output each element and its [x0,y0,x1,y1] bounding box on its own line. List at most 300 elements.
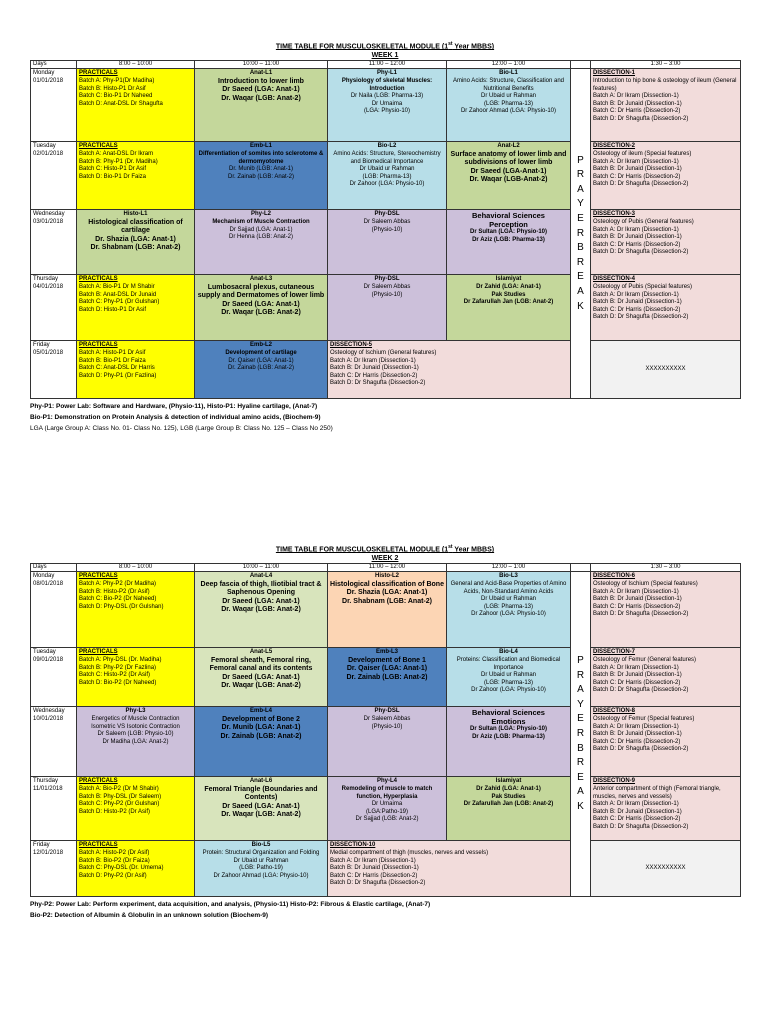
session-topic: Osteology of ileum (Special features) [593,150,692,157]
lecture-detail: Dr Saleem Abbas [363,283,411,290]
lecture-topic: Femoral sheath, Femoral ring, Femoral canal and its contents [209,656,313,673]
session-topic: Osteology of Femur (Special features) [593,715,695,722]
batch-line: Batch A: Dr Ikram (Dissection-1) [330,357,416,364]
day-date: 08/01/2018 [33,580,64,587]
slot-1.30-3 [591,69,741,142]
batch-line: Batch D: Phy-P2 (Dr Asif) [79,872,147,879]
lecture-code: Phy-DSL [374,211,400,218]
batch-line: Batch A: Dr Ikram (Dissection-1) [593,93,679,100]
batch-line: Batch C: Dr Harris (Dissection-2) [593,306,681,313]
day-cell [31,341,77,399]
lecture-topic: Mechanism of Muscle Contraction [212,218,310,225]
batch-line: Batch C: Phy-DSL (Dr. Umema) [79,865,164,872]
lecture-detail: Dr Sajjad (LGA: Anat-1) [229,226,293,233]
lecture-detail: Dr Zahoor Ahmad (LGA: Physio-10) [213,872,309,879]
batch-line: Batch C: Bio-P1 Dr Naheed [79,93,153,100]
slot-8-10 [77,841,195,897]
batch-line: Batch D: Dr Shagufta (Dissection-2) [593,611,689,618]
batch-line: Batch D: Dr Shagufta (Dissection-2) [593,181,689,188]
lecture-topic: Deep fascia of thigh, Iliotibial tract & Saphenous Opening [200,580,322,597]
slot-10-11 [195,707,328,777]
batch-line: Batch D: Anat-DSL Dr Shagufta [79,100,163,107]
batch-line: Batch A: Dr Ikram (Dissection-1) [593,291,679,298]
lecture-topic: Remodeling of muscle to match function, Hyperplasia [341,785,433,800]
lecture-topic: Development of Bone 1 [348,656,426,664]
batch-line: Batch A: Dr Ikram (Dissection-1) [593,226,679,233]
lecture-code: Anat-L6 [249,778,273,785]
day-cell [31,69,77,142]
lecture-code: Behavioral Sciences [472,211,545,221]
timetable [30,60,741,399]
day-cell [31,275,77,341]
lecture-detail: Dr Ubaid ur Rahman [480,672,537,679]
session-topic: Osteology of Pubis (Special features) [593,283,693,290]
header-slot: 1:30 – 3:00 [591,564,741,572]
title-text: TIME TABLE FOR MUSCULOSKELETAL MODULE (1 [275,43,449,51]
lecture-detail: Proteins: Classification and Biomedical Importance [456,656,561,671]
lecture-detail: Dr Sultan (LGA: Physio-10) [469,726,547,733]
batch-line: Batch C: Anat-DSL Dr Harris [79,365,155,372]
lecture-detail: Dr. Munib (LGA: Anat-1) [221,724,301,732]
timetable-title [30,40,740,51]
lecture-topic: Differentiation of somites into sclerotome & dermomyotome [198,150,324,165]
day-name: Wednesday [33,211,65,218]
batch-line: Batch C: Dr Harris (Dissection-2) [593,173,681,180]
footnote: Bio-P2: Detection of Albumin & Globulin in an unknown solution (Biochem-9) [30,912,269,920]
lecture-detail: Dr Saeed (LGA: Anat-1) [222,597,300,605]
lecture-detail: Dr Madiha (LGA: Anat-2) [102,738,169,745]
session-heading: DISSECTION-5 [330,342,373,349]
timetable [30,563,741,897]
day-name: Monday [33,573,55,580]
session-heading: PRACTICALS [79,143,118,150]
lecture-code: Islamiyat [495,276,522,283]
day-name: Friday [33,342,50,349]
lecture-topic: Development of cartilage [225,349,297,356]
day-name: Tuesday [33,143,56,150]
lecture-detail: Dr Naila (LGB: Pharma-13) [350,93,424,100]
lecture-code: Bio-L5 [251,842,271,849]
slot-11-12 [328,142,447,210]
lecture-detail: Dr Sultan (LGA: Physio-10) [469,229,547,236]
batch-line: Batch B: Phy-P2 (Dr Fazlina) [79,664,157,671]
batch-line: Batch D: Histo-P1 Dr Asif [79,306,147,313]
header-slot: 12:00 – 1:00 [447,61,571,69]
slot-11-1-dissection [328,341,571,399]
batch-line: Batch A: Phy-DSL (Dr. Madiha) [79,656,162,663]
day-cell [31,777,77,841]
slot-1.30-3 [591,648,741,707]
day-cell [31,648,77,707]
lecture-code: Phy-DSL [374,276,400,283]
lecture-detail: Dr. Waqar (LGB: Anat-2) [221,606,301,614]
slot-10-11 [195,841,328,897]
lecture-topic: Lumbosacral plexus, cutaneous supply and Dermatomes of lower limb [197,283,325,300]
batch-line: Batch A: Dr Ikram (Dissection-1) [593,801,679,808]
lecture-detail: Dr Ubaid ur Rahman [480,93,537,100]
batch-line: Batch D: Histo-P2 (Dr Asif) [79,808,151,815]
lecture-code: Bio-L2 [377,143,397,150]
batch-line: Batch D: Bio-P1 Dr Faiza [79,173,147,180]
slot-10-11 [195,69,328,142]
batch-line: Batch D: Phy-DSL (Dr Gulshan) [79,603,164,610]
batch-line: Batch B: Dr Junaid (Dissection-1) [330,865,419,872]
day-row [31,777,741,841]
slot-12-1 [447,210,571,275]
batch-line: Batch C: Dr Harris (Dissection-2) [593,603,681,610]
batch-line: Batch C: Dr Harris (Dissection-2) [330,372,418,379]
lecture-detail: Dr Saeed (LGA-Anat-1) [470,167,547,175]
day-date: 11/01/2018 [33,785,63,792]
lecture-detail: Dr Zahoor Ahmad (LGA: Physio-10) [460,108,557,115]
lecture-detail: Pak Studies [491,793,526,800]
day-row [31,841,741,897]
day-name: Monday [33,70,55,77]
prayer-break: P R A Y E R B R E A K [571,69,591,399]
slot-11-12 [328,777,447,841]
lecture-detail: Dr. Waqar (LGB: Anat-2) [221,94,301,102]
day-row [31,69,741,142]
lecture-detail: Dr. Waqar (LGB: Anat-2) [221,309,301,317]
lecture-code: Emb-L2 [249,342,272,349]
lecture-detail: (Physio-10) [371,291,403,298]
footnote: Bio-P1: Demonstration on Protein Analysis & detection of individual amino acids, (Biochem-9) [30,414,321,422]
batch-line: Batch A: Histo-P1 Dr Asif [79,349,146,356]
slot-8-10 [77,777,195,841]
lecture-detail: Amino Acids: Structure, Stereochemistry and Biomedical Importance [333,150,441,165]
title-text: TIME TABLE FOR MUSCULOSKELETAL MODULE (1 [275,546,449,554]
session-heading: PRACTICALS [79,842,118,849]
slot-8-10 [77,648,195,707]
session-heading: DISSECTION-4 [593,276,636,283]
batch-line: Batch D: Dr Shagufta (Dissection-2) [330,380,426,387]
week-2-section [30,543,740,921]
placeholder-text: XXXXXXXXXX [645,865,686,872]
week-label: WEEK 1 [371,52,399,60]
lecture-code: Histo-L2 [375,573,399,580]
slot-11-12 [328,707,447,777]
lecture-detail: Energetics of Muscle Contraction [91,715,180,722]
lecture-detail: Dr Zahid (LGA: Anat-1) [476,283,541,290]
lecture-topic: Emotions [491,717,526,727]
slot-1.30-3 [591,210,741,275]
slot-8-10 [77,572,195,648]
lecture-detail: Amino Acids: Structure, Classification and Nutritional Benefits [452,77,565,92]
batch-line: Batch B: Histo-P1 Dr Asif [79,85,146,92]
header-days: Days [31,61,77,69]
slot-11-12 [328,572,447,648]
day-cell [31,210,77,275]
lecture-code: Phy-L1 [376,70,397,77]
day-date: 10/01/2018 [33,715,64,722]
slot-10-11 [195,572,328,648]
lecture-detail: (LGB: Pharma-13) [483,100,534,107]
lecture-code: Bio-L4 [499,649,518,656]
session-heading: PRACTICALS [79,276,118,283]
lecture-detail: (Physio-10) [371,723,403,730]
batch-line: Batch C: Dr Harris (Dissection-2) [593,816,681,823]
batch-line: Batch C: Dr Harris (Dissection-2) [593,241,681,248]
lecture-code: Phy-DSL [374,708,400,715]
day-row [31,572,741,648]
lecture-code: Histo-L1 [123,211,148,218]
lecture-topic: Perception [489,220,528,230]
lecture-topic: Surface anatomy of lower limb and subdivisions of lower limb [450,150,567,167]
batch-line: Batch B: Dr Junaid (Dissection-1) [593,100,682,107]
lecture-code: Islamiyat [495,778,522,785]
timetable-title [30,543,740,554]
session-heading: DISSECTION-8 [593,708,636,715]
day-row [31,707,741,777]
slot-12-1 [447,275,571,341]
batch-line: Batch C: Histo-P1 Dr Asif [79,166,147,173]
session-heading: PRACTICALS [79,70,118,77]
lecture-topic: Femoral Triangle (Boundaries and Contents) [204,785,318,802]
day-date: 12/01/2018 [33,849,64,856]
lecture-detail: Dr Umaima [371,100,403,107]
title-sup: st [448,41,453,47]
batch-line: Batch A: Dr Ikram (Dissection-1) [593,158,679,165]
lecture-code: Anat-L2 [497,143,520,150]
lecture-detail: Dr Zahoor (LGA: Physio-10) [471,611,546,618]
day-date: 04/01/2018 [33,283,64,290]
slot-11-12 [328,69,447,142]
header-row [31,61,741,69]
slot-11-12 [328,210,447,275]
day-row [31,142,741,210]
lecture-detail: Dr. Waqar (LGB: Anat-2) [221,682,301,690]
session-heading: PRACTICALS [79,573,118,580]
lecture-detail: Dr Zahoor (LGA: Physio-10) [471,687,546,694]
batch-line: Batch D: Dr Shagufta (Dissection-2) [330,880,426,887]
lecture-detail: Dr Zahid (LGA: Anat-1) [476,785,541,792]
lecture-code: Bio-L1 [499,70,518,77]
lecture-detail: Dr Saeed (LGA: Anat-1) [222,802,300,810]
lecture-detail: (LGB: Patho-19) [239,865,283,872]
slot-11-1-dissection [328,841,571,897]
lecture-detail: Dr. Waqar (LGB: Anat-2) [221,811,301,819]
header-break [571,61,591,69]
batch-line: Batch B: Phy-P1 (Dr. Madiha) [79,158,158,165]
batch-line: Batch C: Dr Harris (Dissection-2) [593,738,681,745]
session-topic: Medial compartment of thigh (muscles, nerves and vessels) [330,849,489,856]
batch-line: Batch C: Dr Harris (Dissection-2) [593,679,681,686]
lecture-detail: Pak Studies [491,291,526,298]
session-topic: Anterior compartment of thigh (Femoral triangle, muscles, nerves and vessels) [593,785,721,800]
batch-line: Batch C: Histo-P2 (Dr Asif) [79,672,151,679]
slot-12-1 [447,69,571,142]
batch-line: Batch A: Dr Ikram (Dissection-1) [593,664,679,671]
lecture-detail: Dr Saleem Abbas [363,218,411,225]
batch-line: Batch C: Phy-P2 (Dr Gulshan) [79,801,160,808]
batch-line: Batch C: Phy-P1 (Dr Gulshan) [79,299,160,306]
batch-line: Batch C: Dr Harris (Dissection-2) [330,872,418,879]
slot-10-11 [195,142,328,210]
title-text-end: Year MBBS) [452,546,495,554]
lecture-code: Phy-L3 [125,708,146,715]
session-heading: DISSECTION-1 [593,70,636,77]
slot-8-10 [77,341,195,399]
lecture-detail: Dr Ubaid ur Rahman [480,596,537,603]
lecture-detail: Dr Saeed (LGA: Anat-1) [222,300,300,308]
title-text-end: Year MBBS) [452,43,495,51]
header-slot: 8:00 – 10:00 [77,564,195,572]
lecture-detail: Dr Sajjad (LGB: Anat-2) [355,816,419,823]
day-name: Wednesday [33,708,65,715]
lecture-detail: Protein: Structural Organization and Folding [202,849,320,856]
batch-line: Batch A: Dr Ikram (Dissection-1) [593,588,679,595]
footnote: Phy-P2: Power Lab: Perform experiment, data acquisition, and analysis, (Physio-11) Histo-P2: Fibrous & Elastic cartilage, (Anat-7) [30,901,431,909]
lecture-code: Anat-L5 [249,649,273,656]
lecture-code: Bio-L3 [499,573,518,580]
session-heading: DISSECTION-6 [593,573,636,580]
day-row [31,648,741,707]
batch-line: Batch A: Phy-P2 (Dr Madiha) [79,580,157,587]
lecture-detail: Dr Saleem (LGB: Physio-10) [97,731,174,738]
batch-line: Batch B: Anat-DSL Dr Junaid [79,291,157,298]
day-date: 02/01/2018 [33,150,64,157]
lecture-detail: (LGB: Pharma-13) [483,603,534,610]
session-heading: DISSECTION-7 [593,649,636,656]
batch-line: Batch D: Dr Shagufta (Dissection-2) [593,314,689,321]
lecture-detail: Dr Ubaid ur Rahman [233,857,289,864]
batch-line: Batch A: Anat-DSL Dr Ikram [79,150,154,157]
week-label: WEEK 2 [371,555,399,563]
header-slot: 11:00 – 12:00 [328,564,447,572]
header-slot: 1:30 – 3:00 [591,61,741,69]
lecture-topic: Histological classification of Bone [330,580,444,588]
header-slot: 12:00 – 1:00 [447,564,571,572]
session-heading: DISSECTION-3 [593,211,636,218]
slot-8-10 [77,69,195,142]
batch-line: Batch B: Dr Junaid (Dissection-1) [593,596,682,603]
day-cell [31,572,77,648]
slot-10-11 [195,210,328,275]
lecture-detail: Dr. Zainab (LGB: Anat-2) [227,173,295,180]
slot-10-11 [195,341,328,399]
lecture-code: Phy-L4 [376,778,397,785]
batch-line: Batch D: Dr Shagufta (Dissection-2) [593,687,689,694]
lecture-code: Emb-L4 [249,708,272,715]
batch-line: Batch C: Dr Harris (Dissection-2) [593,108,681,115]
slot-11-12 [328,648,447,707]
batch-line: Batch B: Bio-P2 (Dr Faiza) [79,857,150,864]
lecture-detail: Dr Aziz (LGB: Pharma-13) [472,236,545,243]
lecture-detail: Dr Zafarullah Jan (LGB: Anat-2) [463,801,554,808]
lecture-detail: Dr Aziz (LGB: Pharma-13) [472,733,545,740]
session-topic: Osteology of Ischium (General features) [330,349,437,356]
lecture-detail: Dr. Shazia (LGA: Anat-1) [346,589,428,597]
slot-10-11 [195,777,328,841]
title-sup: st [448,544,453,550]
session-topic: Introduction to hip bone & osteology of ileum (General features) [593,77,737,92]
header-days: Days [31,564,77,572]
lecture-code: Emb-L3 [375,649,398,656]
batch-line: Batch B: Dr Junaid (Dissection-1) [593,731,682,738]
lecture-detail: Dr. Zainab (LGB: Anat-2) [227,365,295,372]
lecture-detail: Dr. Zainab (LGB: Anat-2) [220,732,302,740]
lecture-detail: (Physio-10) [371,226,403,233]
batch-line: Batch A: Bio-P1 Dr M Shabir [79,283,155,290]
day-name: Thursday [33,778,59,785]
slot-8-10 [77,275,195,341]
lecture-code: Anat-L3 [249,276,273,283]
lecture-topic: Histological classification of cartilage [88,218,183,235]
footnote: Phy-P1: Power Lab: Software and Hardware, (Physio-11), Histo-P1: Hyaline cartilage, (Anat-7) [30,403,318,411]
batch-line: Batch B: Phy-DSL (Dr Saleem) [79,793,162,800]
day-date: 09/01/2018 [33,656,64,663]
week-1-section [30,40,740,434]
lecture-detail: (LGB: Pharma-13) [362,173,412,180]
batch-line: Batch B: Dr Junaid (Dissection-1) [593,808,682,815]
slot-8-10 [77,142,195,210]
slot-1.30-3 [591,707,741,777]
slot-10-11 [195,648,328,707]
batch-line: Batch D: Dr Shagufta (Dissection-2) [593,249,689,256]
session-heading: DISSECTION-2 [593,143,636,150]
lecture-detail: Isometric VS Isotonic Contraction [91,723,180,730]
day-date: 01/01/2018 [33,77,64,84]
batch-line: Batch A: Dr Ikram (Dissection-1) [593,723,679,730]
lecture-code: Behavioral Sciences [472,708,545,718]
batch-line: Batch A: Histo-P2 (Dr Asif) [79,849,150,856]
header-slot: 11:00 – 12:00 [328,61,447,69]
lecture-detail: Dr. Munib (LGB: Anat-1) [228,166,294,173]
slot-1.30-3 [591,841,741,897]
session-heading: DISSECTION-10 [330,842,376,849]
lecture-detail: Dr. Zainab (LGB: Anat-2) [346,673,428,681]
lecture-detail: Dr Saleem Abbas [363,715,411,722]
day-cell [31,142,77,210]
lecture-detail: Dr. Waqar (LGB-Anat-2) [469,176,548,184]
batch-line: Batch D: Phy-P1 (Dr Fazlina) [79,372,157,379]
batch-line: Batch B: Histo-P2 (Dr Asif) [79,588,150,595]
batch-line: Batch D: Dr Shagufta (Dissection-2) [593,823,689,830]
header-break [571,564,591,572]
lecture-detail: Dr. Shazia (LGA: Anat-1) [95,235,176,243]
session-heading: PRACTICALS [79,778,118,785]
day-row [31,275,741,341]
header-slot: 10:00 – 11:00 [195,564,328,572]
slot-1.30-3 [591,275,741,341]
lecture-code: Phy-L2 [250,211,271,218]
lecture-detail: Dr. Qaiser (LGA: Anat-1) [228,357,294,364]
slot-12-1 [447,777,571,841]
batch-line: Batch B: Dr Junaid (Dissection-1) [593,672,682,679]
batch-line: Batch D: Bio-P2 (Dr Naheed) [79,679,157,686]
footnotes [30,401,740,434]
day-date: 03/01/2018 [33,218,64,225]
day-name: Friday [33,842,50,849]
footnotes [30,899,740,921]
header-slot: 8:00 – 10:00 [77,61,195,69]
header-row [31,564,741,572]
slot-1.30-3 [591,572,741,648]
lecture-topic: Physiology of skeletal Muscles: Introduction [341,77,433,92]
lecture-topic: Development of Bone 2 [222,715,300,723]
lecture-code: Emb-L1 [249,143,272,150]
day-row [31,341,741,399]
slot-8-10 [77,210,195,275]
lecture-detail: Dr. Shabnam (LGB: Anat-2) [90,244,181,252]
slot-11-12 [328,275,447,341]
lecture-code: Anat-L1 [249,70,273,77]
batch-line: Batch C: Bio-P2 (Dr Naheed) [79,596,157,603]
batch-line: Batch D: Dr Shagufta (Dissection-2) [593,115,689,122]
day-name: Tuesday [33,649,56,656]
lecture-detail: General and Acid-Base Properties of Amino Acids, Non-Standard Amino Acids [450,580,567,595]
day-date: 05/01/2018 [33,349,64,356]
